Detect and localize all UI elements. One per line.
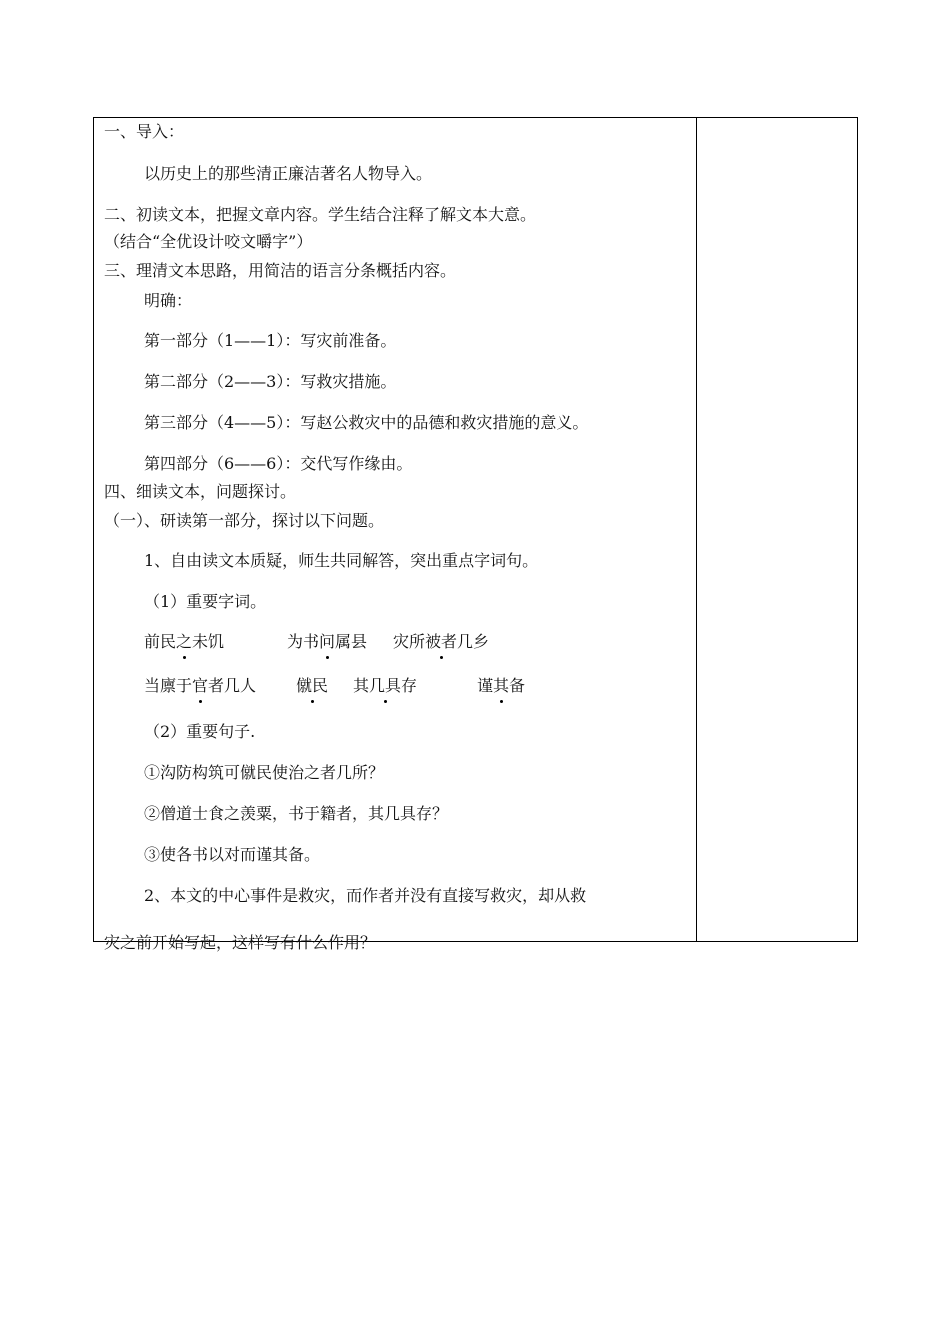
sentence-1: ①沟防构筑可僦民使治之者几所？ xyxy=(144,763,385,782)
word-text: 前民之未饥 xyxy=(144,632,225,651)
word-item xyxy=(287,632,367,652)
subsection-1-title: （一）、研读第一部分，探讨以下问题。 xyxy=(104,511,385,530)
part-4: 第四部分（6——6）：交代写作缘由。 xyxy=(144,454,413,473)
sentence-2: ②僧道士食之羡粟，书于籍者，其几具存？ xyxy=(144,804,449,823)
sentences-label: （2）重要句子. xyxy=(144,722,256,741)
word-text: 其几具存 xyxy=(353,676,418,695)
part-2: 第二部分（2——3）：写救灾措施。 xyxy=(144,372,397,391)
content-cell xyxy=(94,118,696,952)
sentence-3: ③使各书以对而谨其备。 xyxy=(144,845,321,864)
word-item xyxy=(296,676,328,696)
part-1: 第一部分（1——1）：写灾前准备。 xyxy=(144,331,397,350)
word-text: 灾所被者几乡 xyxy=(393,632,490,651)
section-1-body: 以历史上的那些清正廉洁著名人物导入。 xyxy=(144,164,433,183)
section-4-title: 四、细读文本，问题探讨。 xyxy=(104,482,297,501)
word-text: 谨其备 xyxy=(477,676,526,695)
word-item xyxy=(393,632,489,652)
word-item xyxy=(144,632,224,652)
word-item xyxy=(144,676,256,696)
part-3: 第三部分（4——5）：写赵公救灾中的品德和救灾措施的意义。 xyxy=(144,413,589,432)
section-2-title: 二、初读文本，把握文章内容。学生结合注释了解文本大意。 xyxy=(104,205,537,224)
words-label: （1）重要字词。 xyxy=(144,592,267,611)
question-1: 1、自由读文本质疑，师生共同解答，突出重点字词句。 xyxy=(144,551,539,570)
question-2-line-2: 灾之前开始写起，这样写有什么作用？ xyxy=(104,933,377,952)
word-text: 当廪于官者几人 xyxy=(144,676,257,695)
lesson-table xyxy=(93,117,858,952)
word-text: 为书问属县 xyxy=(287,632,368,651)
mingque-label: 明确： xyxy=(144,291,193,310)
notes-cell xyxy=(697,118,857,941)
word-item xyxy=(477,676,525,696)
section-3-title: 三、理清文本思路，用简洁的语言分条概括内容。 xyxy=(104,261,457,280)
question-2-line-1: 2、本文的中心事件是救灾，而作者并没有直接写救灾，却从救 xyxy=(144,886,587,905)
section-1-title: 一、导入： xyxy=(104,122,185,141)
section-2-note: （结合“全优设计咬文嚼字”） xyxy=(104,232,313,251)
word-item xyxy=(353,676,417,696)
word-text: 僦民 xyxy=(296,676,329,695)
